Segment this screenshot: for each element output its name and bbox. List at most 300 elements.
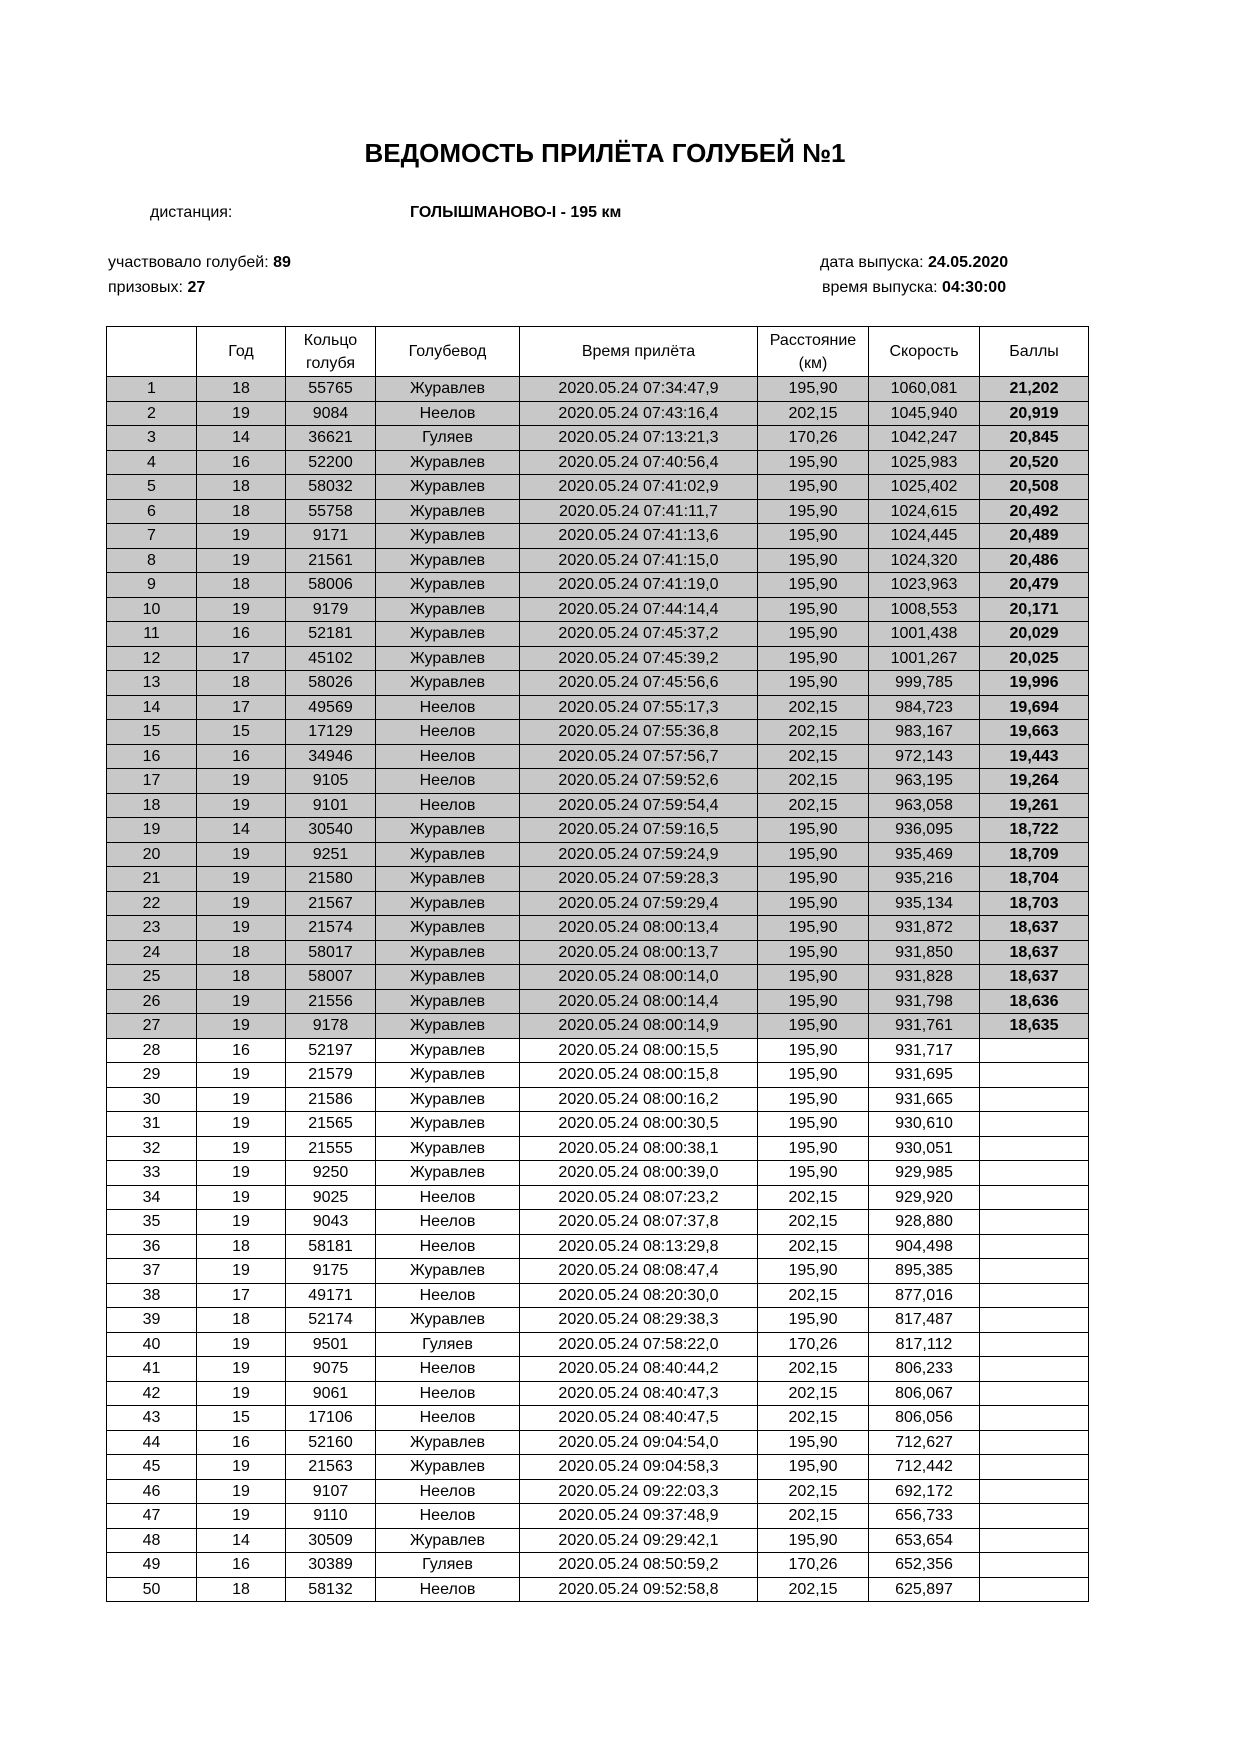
cell-year: 19	[197, 842, 286, 867]
cell-breeder: Неелов	[376, 401, 520, 426]
cell-ring: 49171	[286, 1283, 376, 1308]
cell-points: 19,694	[980, 695, 1089, 720]
cell-speed: 692,172	[869, 1479, 980, 1504]
cell-distance: 195,90	[758, 1455, 869, 1480]
cell-year: 19	[197, 793, 286, 818]
cell-arrival-time: 2020.05.24 07:59:24,9	[520, 842, 758, 867]
release-date-info	[820, 254, 1008, 272]
cell-speed: 983,167	[869, 720, 980, 745]
cell-points: 20,171	[980, 597, 1089, 622]
cell-breeder: Неелов	[376, 695, 520, 720]
cell-year: 14	[197, 1528, 286, 1553]
cell-speed: 931,761	[869, 1014, 980, 1039]
cell-ring: 58032	[286, 475, 376, 500]
cell-place: 47	[107, 1504, 197, 1529]
cell-ring: 9107	[286, 1479, 376, 1504]
table-row	[107, 377, 1089, 402]
cell-speed: 1024,320	[869, 548, 980, 573]
cell-breeder: Журавлев	[376, 1136, 520, 1161]
cell-arrival-time: 2020.05.24 07:13:21,3	[520, 426, 758, 451]
table-row	[107, 1381, 1089, 1406]
cell-arrival-time: 2020.05.24 09:04:58,3	[520, 1455, 758, 1480]
table-row	[107, 1087, 1089, 1112]
cell-speed: 972,143	[869, 744, 980, 769]
cell-ring: 9175	[286, 1259, 376, 1284]
cell-distance: 202,15	[758, 769, 869, 794]
cell-distance: 195,90	[758, 1087, 869, 1112]
cell-distance: 195,90	[758, 377, 869, 402]
table-row	[107, 646, 1089, 671]
cell-speed: 931,798	[869, 989, 980, 1014]
cell-year: 17	[197, 695, 286, 720]
cell-breeder: Журавлев	[376, 1455, 520, 1480]
cell-arrival-time: 2020.05.24 08:00:16,2	[520, 1087, 758, 1112]
cell-breeder: Журавлев	[376, 989, 520, 1014]
cell-distance: 195,90	[758, 1308, 869, 1333]
cell-arrival-time: 2020.05.24 08:00:30,5	[520, 1112, 758, 1137]
cell-points	[980, 1308, 1089, 1333]
cell-distance: 195,90	[758, 1259, 869, 1284]
cell-arrival-time: 2020.05.24 08:07:23,2	[520, 1185, 758, 1210]
cell-arrival-time: 2020.05.24 07:59:29,4	[520, 891, 758, 916]
table-row	[107, 1063, 1089, 1088]
cell-distance: 195,90	[758, 818, 869, 843]
cell-distance: 202,15	[758, 1234, 869, 1259]
cell-speed: 817,487	[869, 1308, 980, 1333]
cell-breeder: Журавлев	[376, 671, 520, 696]
cell-speed: 877,016	[869, 1283, 980, 1308]
cell-arrival-time: 2020.05.24 09:52:58,8	[520, 1577, 758, 1602]
cell-breeder: Журавлев	[376, 1063, 520, 1088]
table-row	[107, 1112, 1089, 1137]
cell-place: 43	[107, 1406, 197, 1431]
cell-points	[980, 1504, 1089, 1529]
cell-breeder: Неелов	[376, 1185, 520, 1210]
cell-place: 19	[107, 818, 197, 843]
cell-speed: 806,233	[869, 1357, 980, 1382]
cell-year: 19	[197, 1014, 286, 1039]
cell-place: 17	[107, 769, 197, 794]
cell-ring: 21579	[286, 1063, 376, 1088]
cell-place: 27	[107, 1014, 197, 1039]
cell-speed: 936,095	[869, 818, 980, 843]
cell-place: 29	[107, 1063, 197, 1088]
cell-points: 18,703	[980, 891, 1089, 916]
cell-points: 20,029	[980, 622, 1089, 647]
cell-points: 20,520	[980, 450, 1089, 475]
cell-place: 44	[107, 1430, 197, 1455]
cell-speed: 1045,940	[869, 401, 980, 426]
cell-distance: 202,15	[758, 1185, 869, 1210]
cell-points	[980, 1234, 1089, 1259]
cell-place: 34	[107, 1185, 197, 1210]
cell-distance: 170,26	[758, 1332, 869, 1357]
table-row	[107, 695, 1089, 720]
cell-points: 21,202	[980, 377, 1089, 402]
cell-ring: 9084	[286, 401, 376, 426]
table-row	[107, 573, 1089, 598]
cell-distance: 202,15	[758, 793, 869, 818]
table-row	[107, 1504, 1089, 1529]
cell-ring: 21555	[286, 1136, 376, 1161]
cell-ring: 9110	[286, 1504, 376, 1529]
cell-place: 50	[107, 1577, 197, 1602]
cell-points: 20,919	[980, 401, 1089, 426]
cell-breeder: Гуляев	[376, 1553, 520, 1578]
table-row	[107, 597, 1089, 622]
cell-place: 45	[107, 1455, 197, 1480]
cell-place: 37	[107, 1259, 197, 1284]
cell-year: 18	[197, 1308, 286, 1333]
cell-arrival-time: 2020.05.24 07:41:11,7	[520, 499, 758, 524]
cell-ring: 52181	[286, 622, 376, 647]
cell-ring: 21556	[286, 989, 376, 1014]
cell-breeder: Журавлев	[376, 891, 520, 916]
cell-year: 19	[197, 1381, 286, 1406]
cell-arrival-time: 2020.05.24 08:00:13,7	[520, 940, 758, 965]
cell-arrival-time: 2020.05.24 07:59:52,6	[520, 769, 758, 794]
cell-points	[980, 1185, 1089, 1210]
cell-year: 19	[197, 524, 286, 549]
cell-speed: 931,717	[869, 1038, 980, 1063]
cell-ring: 52200	[286, 450, 376, 475]
cell-distance: 195,90	[758, 1136, 869, 1161]
cell-place: 31	[107, 1112, 197, 1137]
cell-ring: 21563	[286, 1455, 376, 1480]
cell-breeder: Журавлев	[376, 1259, 520, 1284]
cell-speed: 904,498	[869, 1234, 980, 1259]
cell-place: 10	[107, 597, 197, 622]
results-table	[106, 326, 1089, 1602]
cell-speed: 930,610	[869, 1112, 980, 1137]
table-row	[107, 1406, 1089, 1431]
cell-ring: 52197	[286, 1038, 376, 1063]
cell-breeder: Журавлев	[376, 1087, 520, 1112]
cell-ring: 21586	[286, 1087, 376, 1112]
cell-place: 22	[107, 891, 197, 916]
cell-ring: 36621	[286, 426, 376, 451]
release-date-label: дата выпуска:	[820, 254, 924, 271]
cell-year: 19	[197, 548, 286, 573]
cell-speed: 652,356	[869, 1553, 980, 1578]
table-row	[107, 769, 1089, 794]
cell-place: 41	[107, 1357, 197, 1382]
table-row	[107, 401, 1089, 426]
table-row	[107, 450, 1089, 475]
cell-arrival-time: 2020.05.24 07:34:47,9	[520, 377, 758, 402]
cell-year: 19	[197, 1455, 286, 1480]
cell-year: 18	[197, 940, 286, 965]
table-row	[107, 1038, 1089, 1063]
table-row	[107, 793, 1089, 818]
cell-speed: 930,051	[869, 1136, 980, 1161]
cell-arrival-time: 2020.05.24 07:44:14,4	[520, 597, 758, 622]
cell-place: 36	[107, 1234, 197, 1259]
release-date-value: 24.05.2020	[928, 254, 1009, 271]
cell-arrival-time: 2020.05.24 09:37:48,9	[520, 1504, 758, 1529]
cell-arrival-time: 2020.05.24 07:57:56,7	[520, 744, 758, 769]
cell-speed: 806,067	[869, 1381, 980, 1406]
cell-place: 38	[107, 1283, 197, 1308]
cell-ring: 55765	[286, 377, 376, 402]
cell-breeder: Неелов	[376, 1357, 520, 1382]
cell-year: 16	[197, 622, 286, 647]
cell-place: 16	[107, 744, 197, 769]
cell-points: 19,261	[980, 793, 1089, 818]
cell-year: 18	[197, 671, 286, 696]
cell-speed: 712,442	[869, 1455, 980, 1480]
cell-breeder: Журавлев	[376, 1112, 520, 1137]
cell-points: 18,709	[980, 842, 1089, 867]
cell-speed: 625,897	[869, 1577, 980, 1602]
table-row	[107, 1185, 1089, 1210]
cell-ring: 52160	[286, 1430, 376, 1455]
cell-ring: 9105	[286, 769, 376, 794]
cell-points: 19,663	[980, 720, 1089, 745]
cell-points: 18,637	[980, 940, 1089, 965]
header-speed: Скорость	[869, 327, 980, 377]
cell-arrival-time: 2020.05.24 08:08:47,4	[520, 1259, 758, 1284]
header-breeder: Голубевод	[376, 327, 520, 377]
cell-place: 6	[107, 499, 197, 524]
cell-ring: 17106	[286, 1406, 376, 1431]
cell-points: 18,637	[980, 965, 1089, 990]
cell-arrival-time: 2020.05.24 08:00:13,4	[520, 916, 758, 941]
participants-label: участвовало голубей:	[108, 254, 269, 271]
cell-points: 18,722	[980, 818, 1089, 843]
table-row	[107, 1234, 1089, 1259]
cell-speed: 963,195	[869, 769, 980, 794]
cell-place: 21	[107, 867, 197, 892]
table-row	[107, 1308, 1089, 1333]
cell-arrival-time: 2020.05.24 08:00:38,1	[520, 1136, 758, 1161]
cell-year: 18	[197, 499, 286, 524]
cell-speed: 1042,247	[869, 426, 980, 451]
cell-speed: 935,134	[869, 891, 980, 916]
cell-breeder: Неелов	[376, 793, 520, 818]
cell-points: 18,635	[980, 1014, 1089, 1039]
cell-speed: 1060,081	[869, 377, 980, 402]
cell-arrival-time: 2020.05.24 08:00:14,0	[520, 965, 758, 990]
cell-breeder: Журавлев	[376, 916, 520, 941]
cell-points: 20,479	[980, 573, 1089, 598]
cell-place: 7	[107, 524, 197, 549]
cell-year: 14	[197, 426, 286, 451]
table-row	[107, 1283, 1089, 1308]
cell-breeder: Неелов	[376, 1406, 520, 1431]
cell-breeder: Журавлев	[376, 842, 520, 867]
table-row	[107, 989, 1089, 1014]
cell-distance: 170,26	[758, 426, 869, 451]
cell-ring: 9171	[286, 524, 376, 549]
cell-points: 18,637	[980, 916, 1089, 941]
cell-speed: 1001,267	[869, 646, 980, 671]
cell-speed: 928,880	[869, 1210, 980, 1235]
cell-place: 28	[107, 1038, 197, 1063]
cell-year: 19	[197, 597, 286, 622]
cell-year: 19	[197, 916, 286, 941]
table-row	[107, 1332, 1089, 1357]
cell-distance: 195,90	[758, 916, 869, 941]
cell-year: 19	[197, 1112, 286, 1137]
prizes-value: 27	[187, 279, 206, 296]
cell-ring: 21567	[286, 891, 376, 916]
header-points: Баллы	[980, 327, 1089, 377]
cell-distance: 202,15	[758, 744, 869, 769]
cell-year: 18	[197, 965, 286, 990]
cell-ring: 45102	[286, 646, 376, 671]
cell-arrival-time: 2020.05.24 08:20:30,0	[520, 1283, 758, 1308]
cell-arrival-time: 2020.05.24 08:40:44,2	[520, 1357, 758, 1382]
cell-place: 33	[107, 1161, 197, 1186]
cell-year: 18	[197, 377, 286, 402]
cell-year: 18	[197, 573, 286, 598]
participants-value: 89	[273, 254, 291, 271]
table-row	[107, 622, 1089, 647]
cell-breeder: Журавлев	[376, 1014, 520, 1039]
cell-points: 19,443	[980, 744, 1089, 769]
cell-points: 20,486	[980, 548, 1089, 573]
cell-arrival-time: 2020.05.24 09:22:03,3	[520, 1479, 758, 1504]
table-row	[107, 1553, 1089, 1578]
cell-speed: 984,723	[869, 695, 980, 720]
cell-distance: 195,90	[758, 646, 869, 671]
cell-points: 19,264	[980, 769, 1089, 794]
cell-ring: 9075	[286, 1357, 376, 1382]
cell-year: 16	[197, 1430, 286, 1455]
cell-place: 26	[107, 989, 197, 1014]
cell-ring: 58007	[286, 965, 376, 990]
cell-breeder: Журавлев	[376, 377, 520, 402]
cell-breeder: Неелов	[376, 720, 520, 745]
cell-place: 49	[107, 1553, 197, 1578]
cell-ring: 58017	[286, 940, 376, 965]
table-row	[107, 1014, 1089, 1039]
cell-distance: 195,90	[758, 1161, 869, 1186]
cell-arrival-time: 2020.05.24 07:41:02,9	[520, 475, 758, 500]
cell-year: 19	[197, 891, 286, 916]
cell-distance: 202,15	[758, 1381, 869, 1406]
cell-distance: 195,90	[758, 597, 869, 622]
cell-ring: 21580	[286, 867, 376, 892]
cell-year: 17	[197, 646, 286, 671]
cell-place: 9	[107, 573, 197, 598]
cell-points: 20,489	[980, 524, 1089, 549]
cell-year: 18	[197, 1234, 286, 1259]
cell-place: 1	[107, 377, 197, 402]
cell-distance: 202,15	[758, 695, 869, 720]
table-row	[107, 1430, 1089, 1455]
cell-breeder: Неелов	[376, 1504, 520, 1529]
cell-ring: 9178	[286, 1014, 376, 1039]
table-row	[107, 426, 1089, 451]
cell-year: 15	[197, 720, 286, 745]
cell-distance: 202,15	[758, 1210, 869, 1235]
cell-breeder: Журавлев	[376, 1161, 520, 1186]
cell-place: 4	[107, 450, 197, 475]
cell-speed: 806,056	[869, 1406, 980, 1431]
cell-distance: 195,90	[758, 891, 869, 916]
release-time-value: 04:30:00	[942, 279, 1007, 296]
cell-breeder: Неелов	[376, 1283, 520, 1308]
cell-distance: 195,90	[758, 1430, 869, 1455]
cell-ring: 21574	[286, 916, 376, 941]
cell-year: 16	[197, 744, 286, 769]
cell-speed: 895,385	[869, 1259, 980, 1284]
cell-place: 35	[107, 1210, 197, 1235]
cell-distance: 195,90	[758, 965, 869, 990]
cell-ring: 9101	[286, 793, 376, 818]
cell-year: 16	[197, 450, 286, 475]
cell-breeder: Журавлев	[376, 1308, 520, 1333]
cell-ring: 9501	[286, 1332, 376, 1357]
cell-year: 18	[197, 475, 286, 500]
cell-ring: 30389	[286, 1553, 376, 1578]
cell-points	[980, 1430, 1089, 1455]
header-arrival-time: Время прилёта	[520, 327, 758, 377]
cell-points	[980, 1112, 1089, 1137]
cell-year: 19	[197, 989, 286, 1014]
cell-points: 18,704	[980, 867, 1089, 892]
cell-speed: 999,785	[869, 671, 980, 696]
cell-ring: 58132	[286, 1577, 376, 1602]
table-row	[107, 1259, 1089, 1284]
cell-breeder: Журавлев	[376, 818, 520, 843]
cell-points	[980, 1038, 1089, 1063]
cell-distance: 195,90	[758, 499, 869, 524]
cell-distance: 195,90	[758, 475, 869, 500]
cell-points	[980, 1479, 1089, 1504]
cell-ring: 9250	[286, 1161, 376, 1186]
cell-place: 3	[107, 426, 197, 451]
cell-points	[980, 1381, 1089, 1406]
cell-arrival-time: 2020.05.24 08:40:47,5	[520, 1406, 758, 1431]
cell-speed: 931,828	[869, 965, 980, 990]
cell-points	[980, 1210, 1089, 1235]
table-row	[107, 891, 1089, 916]
table-row	[107, 940, 1089, 965]
participants-info	[108, 254, 291, 272]
cell-year: 15	[197, 1406, 286, 1431]
cell-breeder: Журавлев	[376, 548, 520, 573]
cell-distance: 195,90	[758, 1528, 869, 1553]
cell-arrival-time: 2020.05.24 07:59:16,5	[520, 818, 758, 843]
cell-breeder: Журавлев	[376, 965, 520, 990]
table-row	[107, 744, 1089, 769]
cell-points	[980, 1357, 1089, 1382]
cell-arrival-time: 2020.05.24 08:00:39,0	[520, 1161, 758, 1186]
cell-arrival-time: 2020.05.24 09:29:42,1	[520, 1528, 758, 1553]
cell-breeder: Журавлев	[376, 1038, 520, 1063]
cell-year: 19	[197, 1087, 286, 1112]
cell-distance: 170,26	[758, 1553, 869, 1578]
cell-year: 14	[197, 818, 286, 843]
cell-year: 16	[197, 1038, 286, 1063]
cell-distance: 202,15	[758, 720, 869, 745]
table-row	[107, 1357, 1089, 1382]
cell-year: 16	[197, 1553, 286, 1578]
table-row	[107, 818, 1089, 843]
cell-points	[980, 1577, 1089, 1602]
cell-points	[980, 1161, 1089, 1186]
cell-place: 13	[107, 671, 197, 696]
distance-label: дистанция:	[150, 204, 233, 221]
cell-ring: 34946	[286, 744, 376, 769]
cell-arrival-time: 2020.05.24 08:00:14,4	[520, 989, 758, 1014]
cell-place: 15	[107, 720, 197, 745]
cell-speed: 963,058	[869, 793, 980, 818]
cell-ring: 52174	[286, 1308, 376, 1333]
